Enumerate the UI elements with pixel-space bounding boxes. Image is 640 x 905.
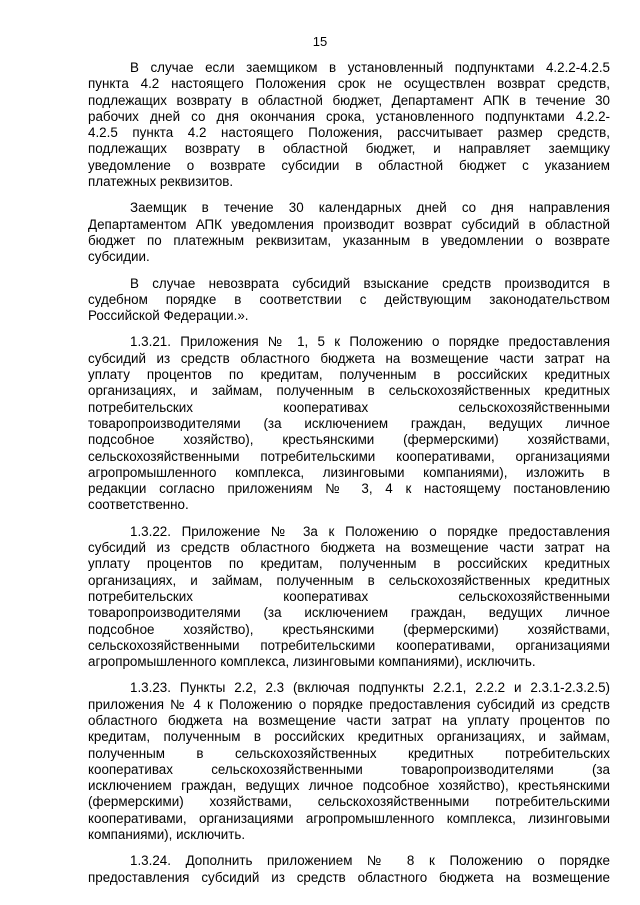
- text-line: платежных реквизитов.: [88, 174, 234, 190]
- text-line: потребительских кооперативах сельскохозяйственными: [88, 399, 610, 415]
- text-line: уведомление о возврате субсидии в областной бюджет с указанием: [88, 157, 610, 173]
- text-line: товаропроизводителями (за исключением граждан, ведущих личное: [88, 415, 610, 431]
- paragraph: [88, 334, 610, 513]
- paragraph: [88, 60, 610, 190]
- text-line: В случае невозврата субсидий взыскание средств производится в: [130, 275, 610, 291]
- paragraph: [88, 524, 610, 671]
- text-line: 1.3.23. Пункты 2.2, 2.3 (включая подпункты 2.2.1, 2.2.2 и 2.3.1-2.3.2.5): [130, 680, 610, 696]
- text-line: уплату процентов по кредитам, полученным в российских кредитных: [88, 556, 610, 572]
- text-line: 1.3.22. Приложение № 3а к Положению о порядке предоставления: [130, 523, 610, 539]
- text-line: агропромышленного комплекса, лизинговыми компаниями), изложить в: [88, 464, 610, 480]
- text-line: (фермерскими) хозяйствами, сельскохозяйственными потребительскими: [88, 794, 610, 810]
- text-line: товаропроизводителями (за исключением граждан, ведущих личное: [88, 605, 610, 621]
- text-line: подлежащих возврату в областной бюджет, и направляет заемщику: [88, 141, 610, 157]
- text-line: исключением граждан, ведущих личное подсобное хозяйство), крестьянскими: [88, 778, 610, 794]
- text-line: Департаментом АПК уведомления производит возврат субсидий в областной: [88, 216, 610, 232]
- text-line: 1.3.24. Дополнить приложением № 8 к Положению о порядке: [130, 853, 610, 869]
- paragraph: [88, 276, 610, 325]
- paragraph: [88, 853, 610, 886]
- text-line: кооперативах сельскохозяйственными товаропроизводителями (за: [88, 761, 610, 777]
- page-number: 15: [312, 34, 328, 49]
- text-line: субсидии.: [88, 249, 150, 265]
- text-line: агропромышленного комплекса, лизинговыми компаниями), исключить.: [88, 654, 536, 670]
- text-line: 4.2.5 пункта 4.2 настоящего Положения, рассчитывает размер средств,: [88, 125, 610, 141]
- text-line: организациях, и займам, полученным в сельскохозяйственных кредитных: [88, 383, 610, 399]
- text-line: подсобное хозяйство), крестьянскими (фермерскими) хозяйствами,: [88, 621, 610, 637]
- document-body: [88, 60, 610, 896]
- text-line: пункта 4.2 настоящего Положения срок не осуществлен возврат средств,: [88, 76, 610, 92]
- text-line: подсобное хозяйство), крестьянскими (фермерскими) хозяйствами,: [88, 432, 610, 448]
- paragraph: [88, 680, 610, 843]
- text-line: субсидий из средств областного бюджета на возмещение части затрат на: [88, 540, 610, 556]
- text-line: кредитам, полученным в российских кредитных организациях, и займам,: [88, 729, 610, 745]
- text-line: рабочих дней со дня окончания срока, установленного подпунктами 4.2.2-: [88, 108, 610, 124]
- paragraph: [88, 200, 610, 265]
- text-line: областного бюджета на возмещение части затрат на уплату процентов по: [88, 712, 610, 728]
- text-line: Заемщик в течение 30 календарных дней со дня направления: [130, 200, 610, 216]
- text-line: субсидий из средств областного бюджета на возмещение части затрат на: [88, 350, 610, 366]
- text-line: бюджет по платежным реквизитам, указанным в уведомлении о возврате: [88, 232, 610, 248]
- text-line: редакции согласно приложениям № 3, 4 к настоящему постановлению: [88, 481, 610, 497]
- text-line: судебном порядке в соответствии с действующим законодательством: [88, 291, 610, 307]
- text-line: сельскохозяйственными потребительскими кооперативами, организациями: [88, 637, 610, 653]
- text-line: потребительских кооперативах сельскохозяйственными: [88, 588, 610, 604]
- text-line: кооперативами, организациями агропромышленного комплекса, лизинговыми: [88, 810, 610, 826]
- text-line: В случае если заемщиком в установленный подпунктами 4.2.2-4.2.5: [130, 60, 610, 75]
- text-line: подлежащих возврату в областной бюджет, Департамент АПК в течение 30: [88, 92, 610, 108]
- text-line: 1.3.21. Приложения № 1, 5 к Положению о порядке предоставления: [130, 334, 610, 350]
- text-line: соответственно.: [88, 497, 189, 513]
- text-line: уплату процентов по кредитам, полученным в российских кредитных: [88, 367, 610, 383]
- text-line: приложения № 4 к Положению о порядке предоставления субсидий из средств: [88, 696, 610, 712]
- text-line: Российской Федерации.».: [88, 308, 249, 324]
- text-line: полученным в сельскохозяйственных кредитных потребительских: [88, 745, 610, 761]
- text-line: предоставления субсидий из средств областного бюджета на возмещение: [88, 869, 610, 885]
- text-line: компаниями), исключить.: [88, 827, 246, 843]
- text-line: сельскохозяйственными потребительскими кооперативами, организациями: [88, 448, 610, 464]
- text-line: организациях, и займам, полученным в сельскохозяйственных кредитных: [88, 572, 610, 588]
